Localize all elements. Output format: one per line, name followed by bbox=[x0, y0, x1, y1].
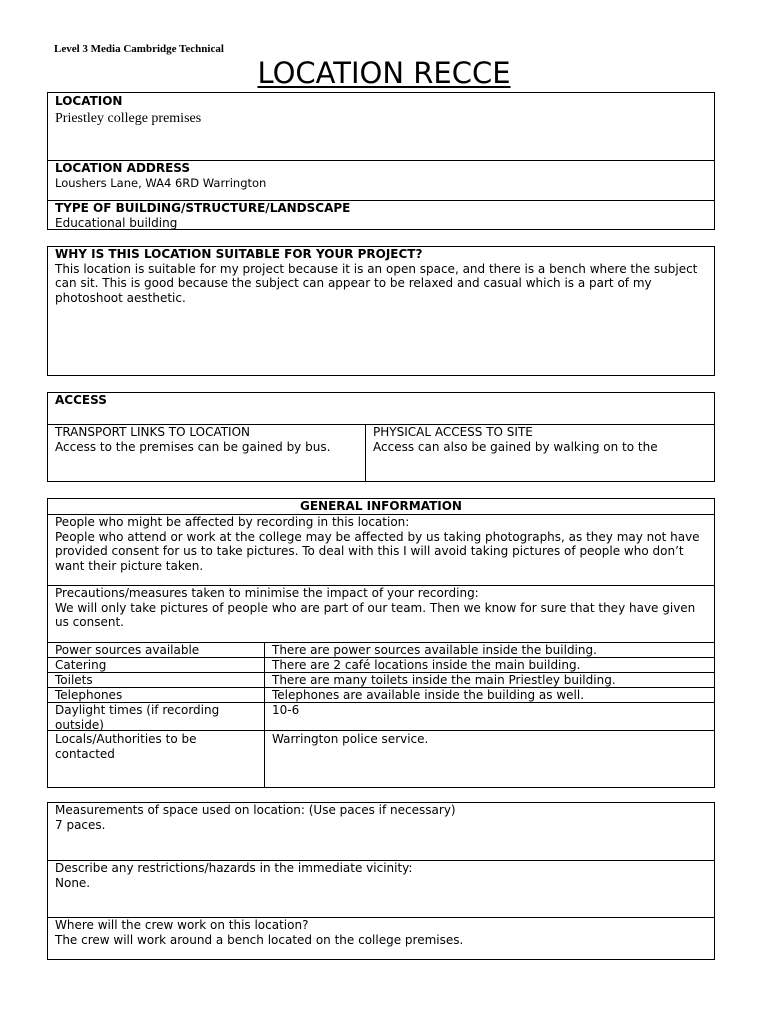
address-label: LOCATION ADDRESS bbox=[55, 161, 191, 175]
precautions-label: Precautions/measures taken to minimise the impact of your recording: bbox=[55, 586, 479, 600]
precautions-value: We will only take pictures of people who are part of our team. Then we know for sure that they have given us consent. bbox=[55, 600, 696, 629]
type-value: Educational building bbox=[55, 215, 178, 230]
type-label: TYPE OF BUILDING/STRUCTURE/LANDSCAPE bbox=[55, 201, 351, 215]
info-row-value: There are many toilets inside the main Priestley building. bbox=[272, 673, 616, 687]
crew-value: The crew will work around a bench located on the college premises. bbox=[55, 932, 464, 947]
hazards-cell bbox=[48, 861, 714, 917]
info-row-value: There are power sources available inside the building. bbox=[272, 643, 597, 657]
location-label: LOCATION bbox=[55, 94, 123, 108]
hazards-value: None. bbox=[55, 875, 91, 890]
location-value: Priestley college premises bbox=[55, 110, 202, 126]
crew-label: Where will the crew work on this location? bbox=[55, 918, 309, 932]
access-section bbox=[47, 392, 715, 482]
suitability-section bbox=[47, 246, 715, 376]
info-row-value: Telephones are available inside the building as well. bbox=[272, 688, 585, 702]
space-value: 7 paces. bbox=[55, 817, 106, 832]
info-row-label: Catering bbox=[55, 658, 107, 672]
transport-cell bbox=[48, 424, 365, 454]
location-section bbox=[47, 92, 715, 230]
suitability-cell bbox=[48, 247, 714, 305]
measurements-section bbox=[47, 802, 715, 960]
physical-label: PHYSICAL ACCESS TO SITE bbox=[373, 425, 533, 439]
crew-cell bbox=[48, 918, 714, 960]
physical-cell bbox=[366, 424, 714, 454]
affected-cell bbox=[48, 515, 714, 585]
access-label: ACCESS bbox=[55, 393, 107, 407]
info-row-label: Locals/Authorities to be contacted bbox=[55, 732, 197, 761]
space-cell bbox=[48, 803, 714, 860]
address-cell bbox=[48, 160, 714, 200]
page-title bbox=[0, 56, 768, 90]
general-info-section bbox=[47, 498, 715, 788]
precautions-cell bbox=[48, 586, 714, 642]
space-label: Measurements of space used on location: (Use paces if necessary) bbox=[55, 803, 456, 817]
info-row-value: There are 2 café locations inside the main building. bbox=[272, 658, 581, 672]
suitability-label: WHY IS THIS LOCATION SUITABLE FOR YOUR PROJECT? bbox=[55, 247, 423, 261]
info-row-label: Telephones bbox=[55, 688, 123, 702]
address-value: Loushers Lane, WA4 6RD Warrington bbox=[55, 175, 267, 190]
suitability-text: This location is suitable for my project because it is an open space, and there is a bench where the subject can sit. This is good because the subject can appear to be relaxed and casual which is a part of my photoshoot aesthetic. bbox=[55, 261, 698, 305]
info-row-label: Toilets bbox=[55, 673, 93, 687]
physical-value: Access can also be gained by walking on to the bbox=[373, 439, 658, 454]
transport-label: TRANSPORT LINKS TO LOCATION bbox=[55, 425, 251, 439]
info-row-value: 10-6 bbox=[272, 703, 300, 717]
transport-value: Access to the premises can be gained by bus. bbox=[55, 439, 331, 454]
general-info-heading: GENERAL INFORMATION bbox=[300, 499, 462, 513]
type-cell bbox=[48, 200, 714, 230]
general-divider-7 bbox=[48, 730, 714, 731]
affected-value: People who attend or work at the college may be affected by us taking photographs, as they may not have provided consent for us to take pictures. To deal with this I will avoid taking pictures of people who don’t want their picture taken. bbox=[55, 529, 700, 573]
info-row-label: Daylight times (if recording outside) bbox=[55, 703, 220, 732]
access-heading-cell bbox=[48, 393, 714, 425]
affected-label: People who might be affected by recording in this location: bbox=[55, 515, 410, 529]
hazards-label: Describe any restrictions/hazards in the immediate vicinity: bbox=[55, 861, 413, 875]
info-row-value: Warrington police service. bbox=[272, 732, 429, 746]
page-title-text: LOCATION RECCE bbox=[257, 56, 511, 90]
info-row-label: Power sources available bbox=[55, 643, 200, 657]
location-cell bbox=[48, 93, 714, 160]
course-header: Level 3 Media Cambridge Technical bbox=[54, 43, 224, 55]
